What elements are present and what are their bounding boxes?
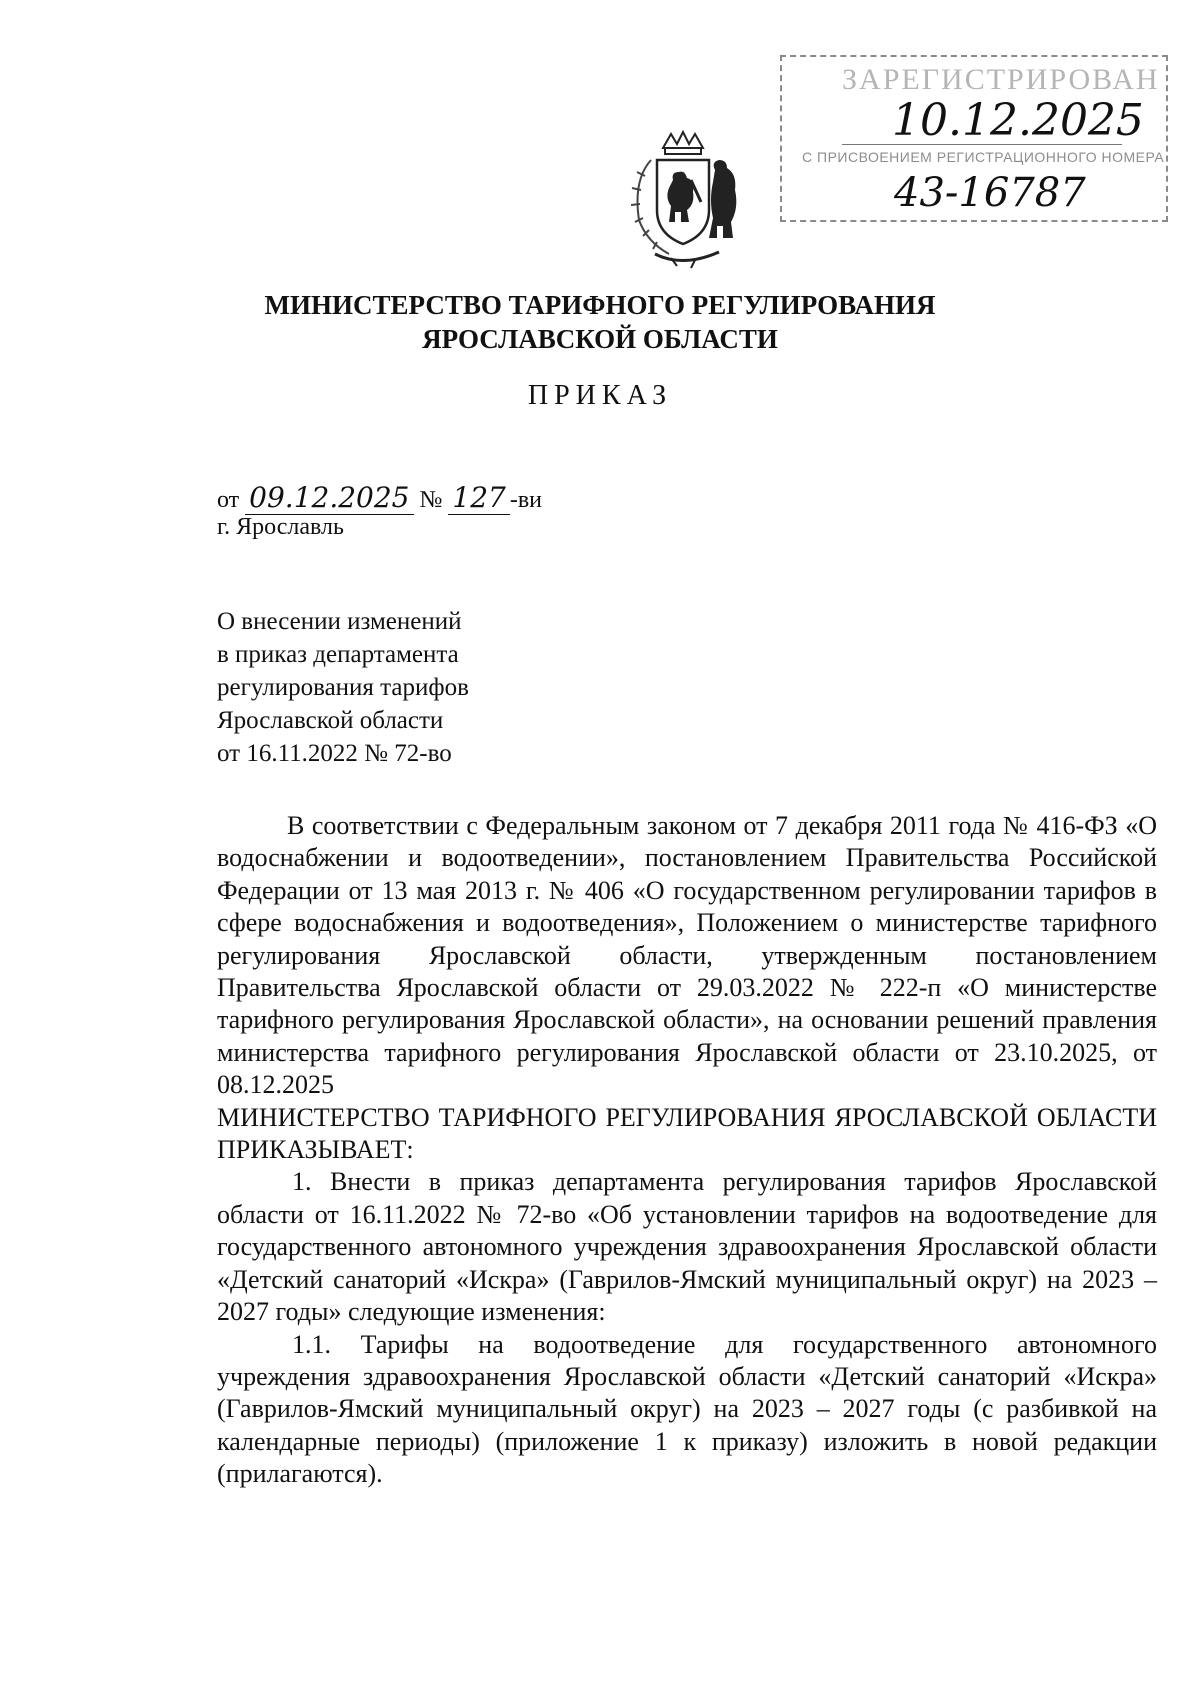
city: г. Ярославль: [217, 514, 344, 540]
orders-statement: МИНИСТЕРСТВО ТАРИФНОГО РЕГУЛИРОВАНИЯ ЯРОСЛАВСКОЙ ОБЛАСТИ ПРИКАЗЫВАЕТ:: [217, 1102, 1157, 1165]
stamp-subtitle: С ПРИСВОЕНИЕМ РЕГИСТРАЦИОННОГО НОМЕРА: [802, 149, 1165, 165]
order-body: [217, 810, 1157, 1491]
preamble-paragraph: В соответствии с Федеральным законом от 7 декабря 2011 года № 416-ФЗ «О водоснабжении и водоотведении», постановлением Правительства Российской Федерации от 13 мая 2013 г. № 406 «О государственном регулировании тарифов в сфере водоснабжения и водоотведения», Положением о министерстве тарифного регулирования Ярославской области, утвержденным постановлением Правительства Ярославской области от 29.03.2022 № 222-п «О министерстве тарифного регулирования Ярославской области», на основании решений правления министерства тарифного регулирования Ярославской области от 23.10.2025, от 08.12.2025: [217, 811, 1157, 1100]
order-date: 09.12.2025: [245, 481, 413, 515]
order-subject: [217, 605, 469, 770]
subject-line: от 16.11.2022 № 72-во: [217, 740, 452, 767]
ministry-line-1: МИНИСТЕРСТВО ТАРИФНОГО РЕГУЛИРОВАНИЯ: [264, 290, 936, 320]
item-1-1-paragraph: 1.1. Тарифы на водоотведение для государственного автономного учреждения здравоохранения Ярославской области «Детский санаторий «Искра» (Гаврилов-Ямский муниципальный округ) на 2023 – 2027 годы (с разбивкой на календарные периоды) (приложение 1 к приказу) изложить в новой редакции (прилагаются).: [217, 1329, 1157, 1489]
coat-of-arms-icon: [615, 130, 750, 270]
subject-line: О внесении изменений: [217, 608, 462, 635]
stamp-registration-number: 43-16787: [894, 170, 1086, 216]
ministry-line-2: ЯРОСЛАВСКОЙ ОБЛАСТИ: [422, 324, 778, 354]
stamp-title: ЗАРЕГИСТРИРОВАН: [842, 63, 1160, 96]
subject-line: Ярославской области: [217, 707, 444, 734]
date-prefix: от: [217, 487, 240, 513]
stamp-date: 10.12.2025: [892, 95, 1144, 146]
order-number: 127: [448, 481, 509, 515]
registration-stamp: [780, 55, 1168, 222]
ministry-name: [0, 288, 1200, 356]
document-type: ПРИКАЗ: [527, 380, 673, 411]
number-suffix: -ви: [509, 487, 543, 513]
subject-line: в приказ департамента: [217, 641, 459, 668]
item-1-paragraph: 1. Внести в приказ департамента регулирования тарифов Ярославской области от 16.11.2022 № 72-во «Об установлении тарифов на водоотведение для государственного автономного учреждения здравоохранения Ярославской области «Детский санаторий «Искра» (Гаврилов-Ямский муниципальный округ) на 2023 – 2027 годы» следующие изменения:: [217, 1167, 1157, 1327]
subject-line: регулирования тарифов: [217, 674, 469, 701]
order-date-number: [217, 481, 542, 515]
stamp-divider: [842, 144, 1122, 145]
number-prefix: №: [419, 487, 443, 513]
